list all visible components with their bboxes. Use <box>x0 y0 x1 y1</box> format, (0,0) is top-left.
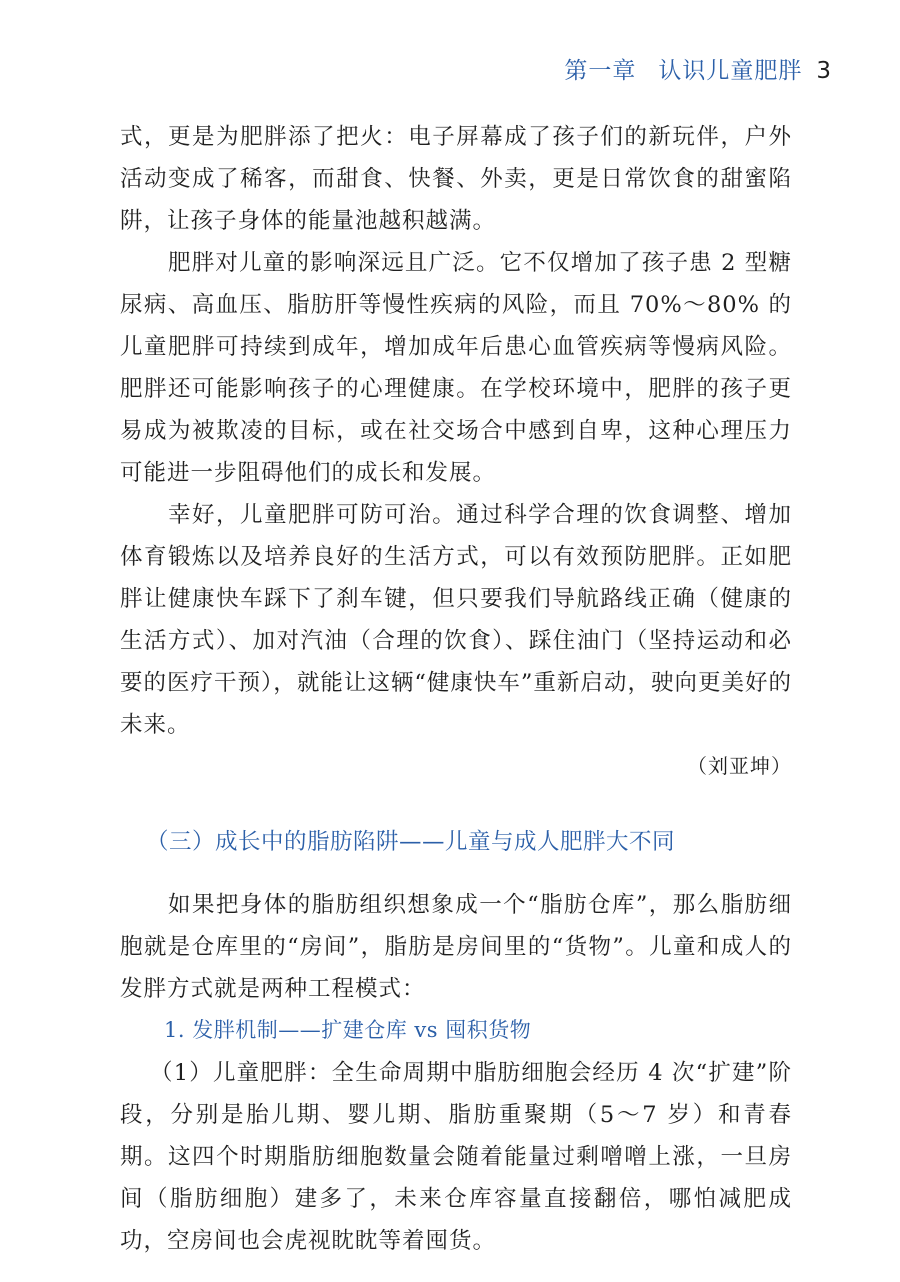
subsection-heading: 1. 发胖机制——扩建仓库 vs 囤积货物 <box>164 1018 532 1042</box>
chapter-title: 认识儿童肥胖 <box>658 58 803 84</box>
paragraph-impact: 肥胖对儿童的影响深远且广泛。它不仅增加了孩子患 2 型糖尿病、高血压、脂肪肝等慢性疾病的风险，而且 70%～80% 的儿童肥胖可持续到成年，增加成年后患心血管疾病等慢病风险。肥胖还可能影响孩子的心理健康。在学校环境中，肥胖的孩子更易成为被欺凌的目标，或在社交场合中感到自卑，这种心理压力可能进一步阻碍他们的成长和发展。 <box>120 250 792 486</box>
running-header <box>564 52 832 85</box>
author-credit: （刘亚坤） <box>687 754 792 778</box>
page-number: 3 <box>816 58 832 84</box>
paragraph-prevention: 幸好，儿童肥胖可防可治。通过科学合理的饮食调整、增加体育锻炼以及培养良好的生活方式，可以有效预防肥胖。正如肥胖让健康快车踩下了刹车键，但只要我们导航路线正确（健康的生活方式）、加对汽油（合理的饮食）、踩住油门（坚持运动和必要的医疗干预），就能让这辆“健康快车”重新启动，驶向更美好的未来。 <box>120 502 792 738</box>
page-body <box>120 116 792 1262</box>
paragraph-continued: 式，更是为肥胖添了把火：电子屏幕成了孩子们的新玩伴，户外活动变成了稀客，而甜食、快餐、外卖，更是日常饮食的甜蜜陷阱，让孩子身体的能量池越积越满。 <box>120 124 792 234</box>
list-item-child-obesity: （1）儿童肥胖：全生命周期中脂肪细胞会经历 4 次“扩建”阶段，分别是胎儿期、婴儿期、脂肪重聚期（5～7 岁）和青春期。这四个时期脂肪细胞数量会随着能量过剩噌噌上涨，一旦房间（脂肪细胞）建多了，未来仓库容量直接翻倍，哪怕减肥成功，空房间也会虎视眈眈等着囤货。 <box>120 1060 792 1254</box>
chapter-label: 第一章 <box>564 58 637 84</box>
section-heading: （三）成长中的脂肪陷阱——儿童与成人肥胖大不同 <box>146 829 676 855</box>
section-intro-paragraph: 如果把身体的脂肪组织想象成一个“脂肪仓库”，那么脂肪细胞就是仓库里的“房间”，脂肪是房间里的“货物”。儿童和成人的发胖方式就是两种工程模式： <box>120 892 792 1002</box>
